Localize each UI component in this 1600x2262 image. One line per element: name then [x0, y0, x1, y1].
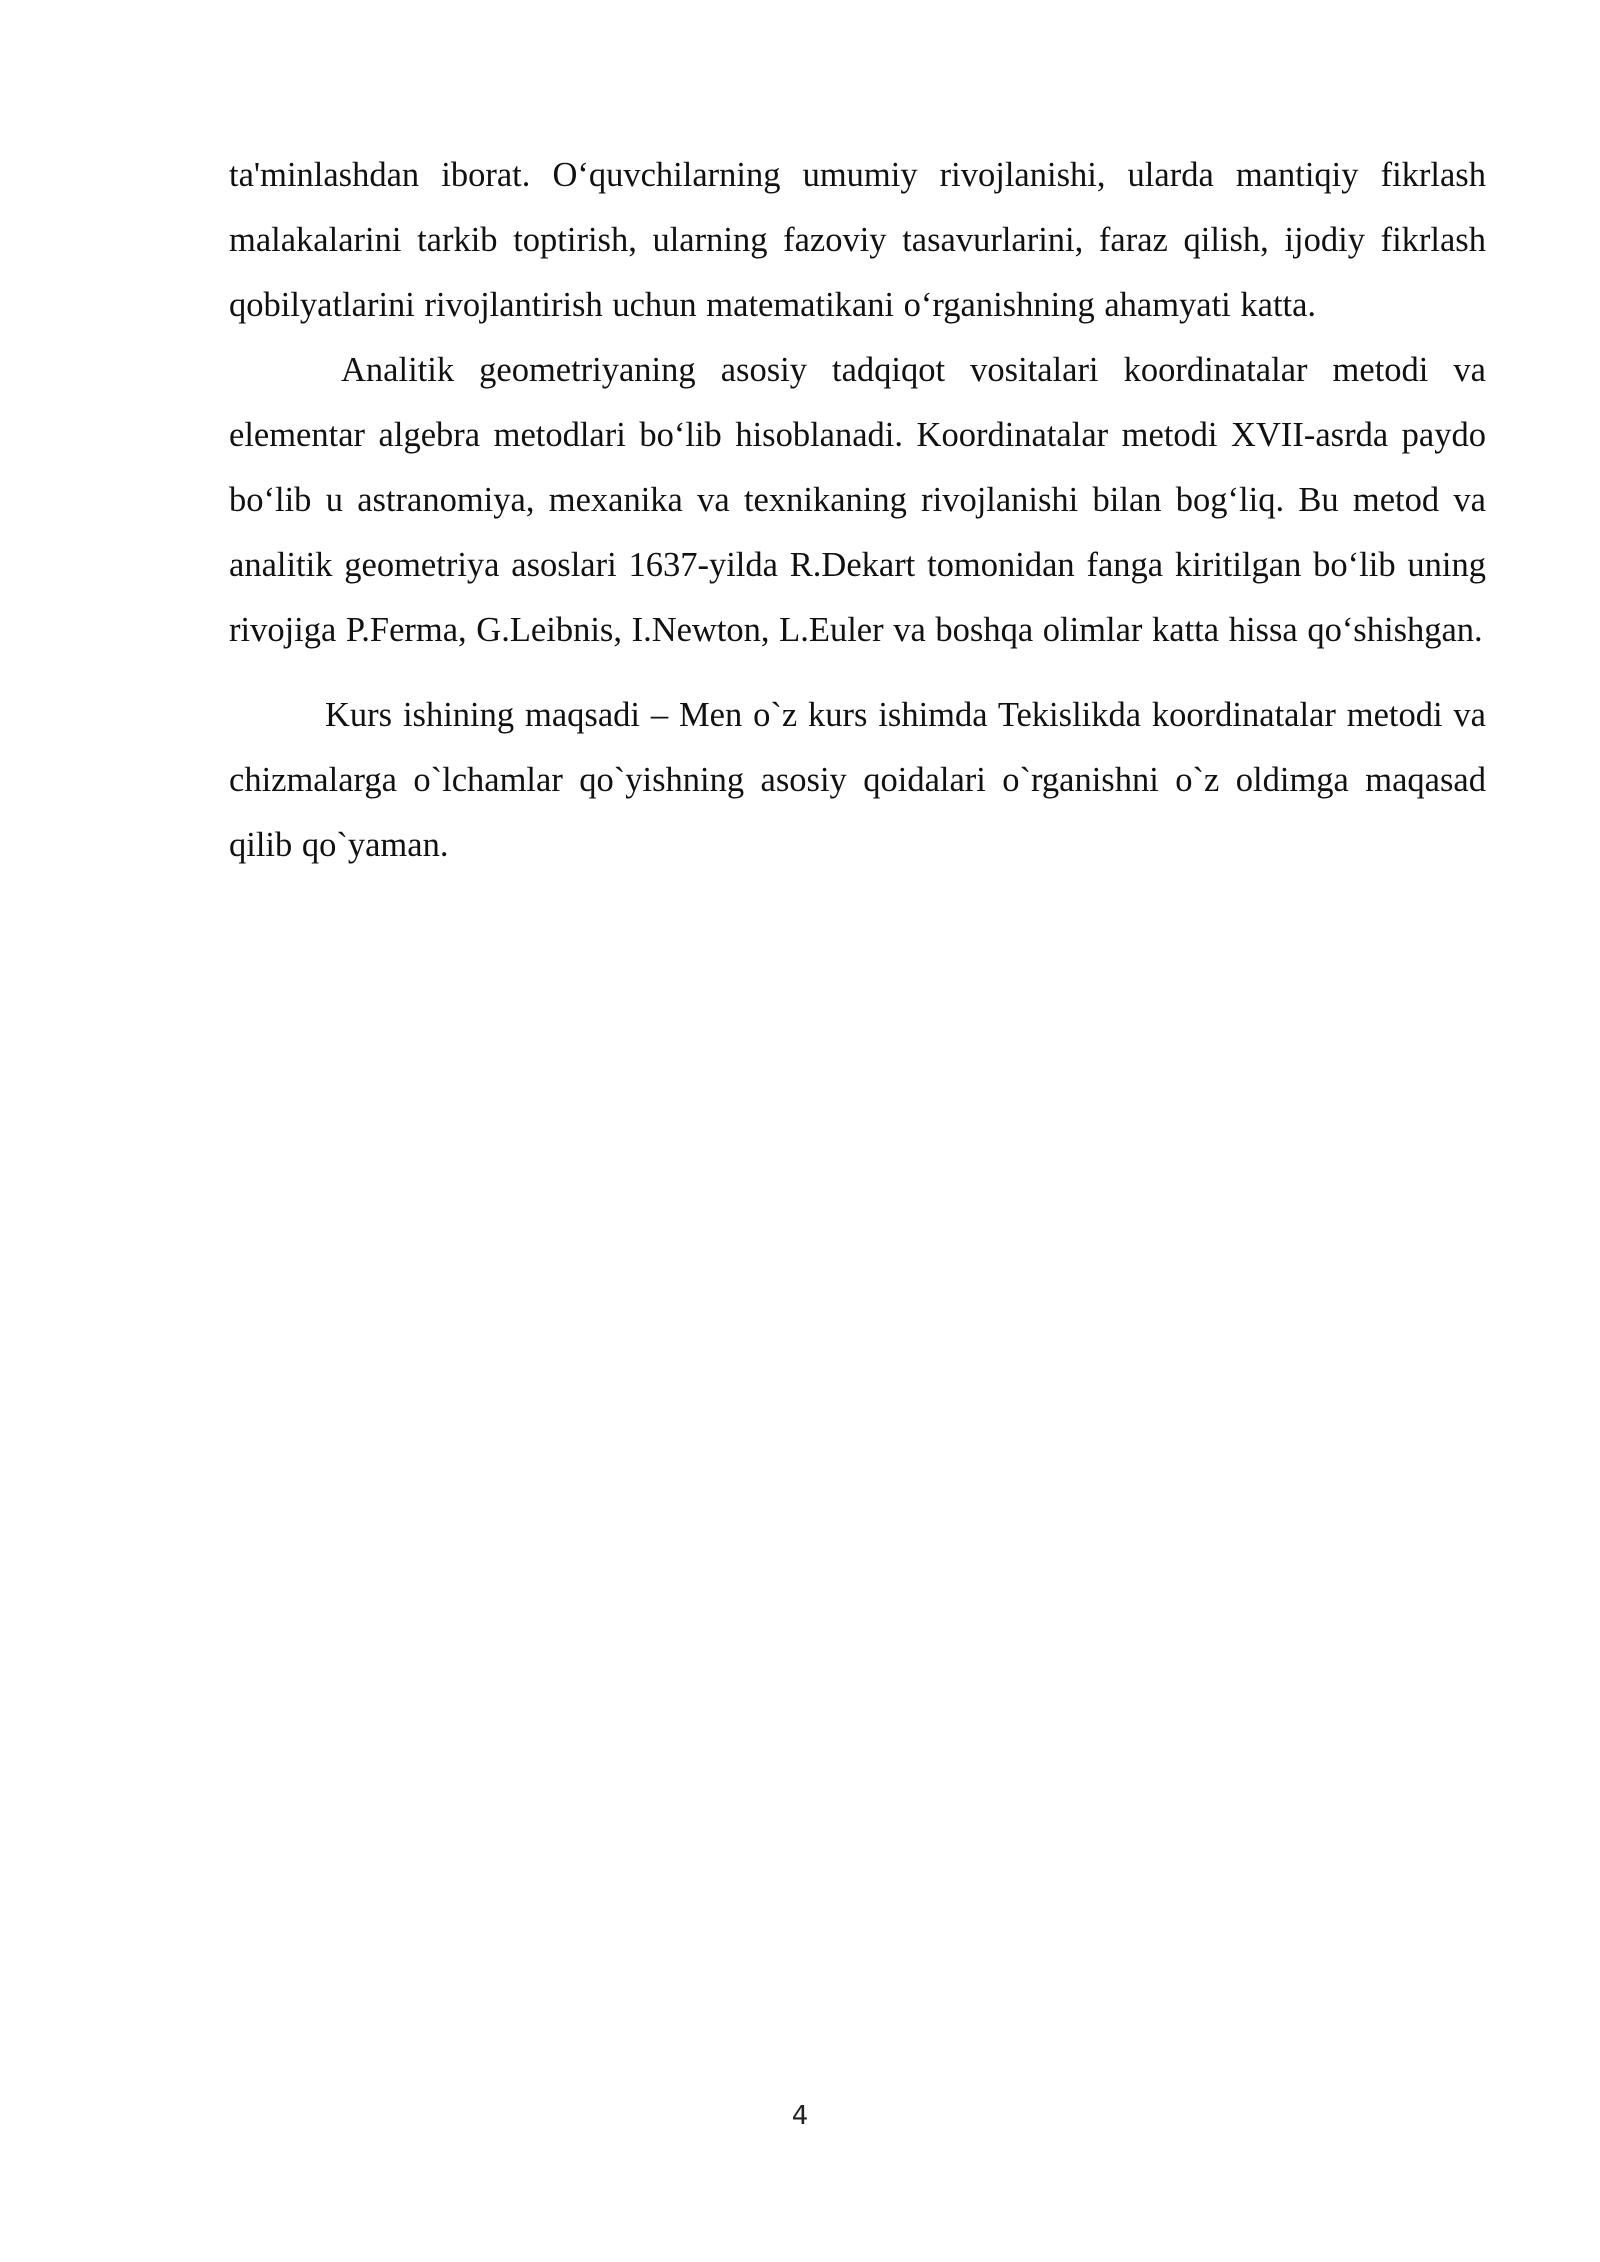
paragraph-analytic-geometry: Analitik geometriyaning asosiy tadqiqot vositalari koordinatalar metodi va elementar algebra metodlari bo‘lib hisoblanadi. Koordinatalar metodi XVII-asrda paydo bo‘lib u astranomiya, mexanika va texnikaning rivojlanishi bilan bog‘liq. Bu metod va analitik geometriya asoslari 1637-yilda R.Dekart tomonidan fanga kiritilgan bo‘lib uning rivojiga P.Ferma, G.Leibnis, I.Newton, L.Euler va boshqa olimlar katta hissa qo‘shishgan.	[229, 351, 1486, 649]
page-body	[229, 143, 1486, 878]
paragraph-continuation: ta'minlashdan iborat. O‘quvchilarning umumiy rivojlanishi, ularda mantiqiy fikrlash malakalarini tarkib toptirish, ularning fazoviy tasavurlarini, faraz qilish, ijodiy fikrlash qobilyatlarini rivojlantirish uchun matematikani o‘rganishning ahamyati katta.	[229, 156, 1486, 324]
paragraph-course-goal: Kurs ishining maqsadi – Men o`z kurs ishimda Tekislikda koordinatalar metodi va chizmalarga o`lchamlar qo`yishning asosiy qoidalari o`rganishni o`z oldimga maqasad qilib qo`yaman.	[229, 696, 1486, 864]
page-number: 4	[791, 2101, 809, 2131]
